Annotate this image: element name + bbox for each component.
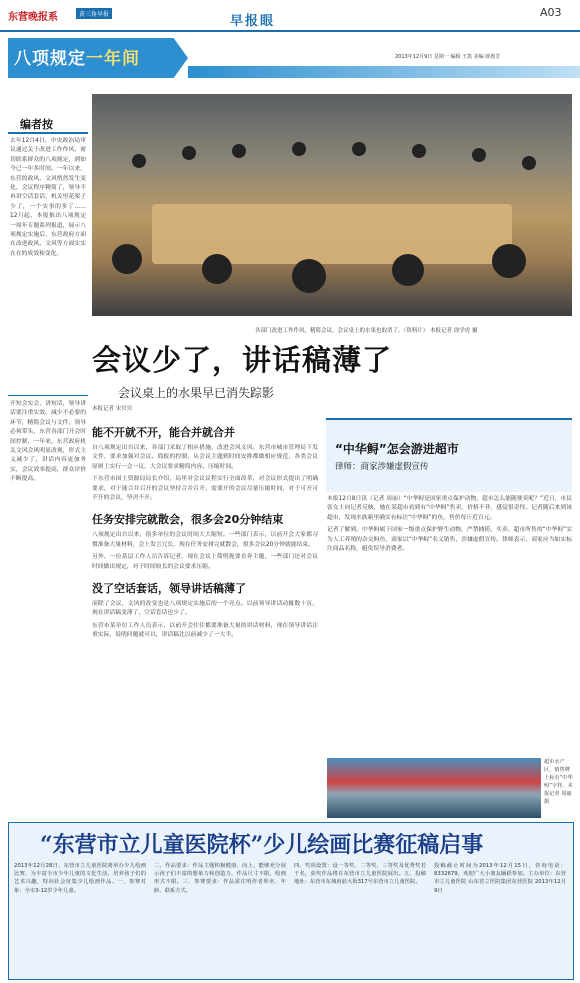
article1-para-2: 下东营市国土资源局局长介绍，局里对会议议程实行全面改革，对会议形式提出了明确要求，对于能合并召开的会议坚持合并召开，需要开的会议尽量压缩时间，对于可开可不开的会议，坚决不开。 — [92, 476, 318, 502]
notice-col-1: 2013年12月28日，东营市立儿童医院将举办少儿绘画比赛，为丰富全市少年儿童的文化生活，培养孩子们的艺术兴趣，特向社会征集少儿绘画作品。一、参赛对象：全市3-12岁少年儿童。 — [14, 863, 146, 894]
article1-para-5: 而除了会议，文风的改变也是八项规定实施后的一个亮点。以前领导讲话动辄数十页，现在讲话稿变薄了，空话套话也少了。 — [92, 601, 318, 617]
article1-heading-2: 任务安排完就散会，很多会20分钟结束 — [92, 513, 284, 527]
date-line: 2013年12月9日 星期一 编辑 王凯 美编 薛惠芳 — [395, 54, 501, 60]
article2-title: “中华鲟”怎会游进超市 — [335, 442, 459, 456]
article1-para-4: 另外，一位基层工作人员告诉记者，现在会议上简明扼要直奔主题，一些部门还对会议时间做出规定，对于时间较长的会议要求压缩。 — [92, 554, 318, 570]
article1-para-1: 自八项规定出台以来，各部门采取了相应措施，改进会风文风。东营市城市管理局下发文件，要求加强对会议、简报的控制，从会议主题到时间安排都做相应规范，各类会议原则上实行一会一议，大会议要求精简内容、压缩时间。 — [92, 445, 318, 470]
article1-heading-1: 能不开就不开，能合并就合并 — [92, 426, 235, 439]
section-title: 早报眼 — [230, 14, 276, 29]
notice-col-4: 投稿截止时间为2013年12月15日，咨询电话：8332679，欢迎广大小朋友踊跃参加。主办单位：东营市立儿童医院 山东省立医院集团东营医院 2013年12月9日 — [434, 863, 566, 894]
article1-byline: 本报记者 宋贝贝 — [92, 406, 133, 412]
notice-col-3: 四、奖项设置：设一等奖、二等奖、三等奖及优秀奖若干名，获奖作品将在东营市立儿童医院展出。五、投稿地址：东营市东城府前大街317号东营市立儿童医院。 — [294, 863, 426, 886]
page-number: A03 — [540, 6, 562, 19]
article2-photo-caption: 超市水产区，销售牌上标有“中华鲟”字样。本报记者 周丽 摄 — [544, 759, 573, 805]
series-title-a: 八项规定 — [14, 49, 86, 69]
notice-col-2: 二、作品要求：作品主题积极健康、向上，能够充分展示孩子们丰富的想象力和创造力，作品尺寸不限，绘画形式不限。三、参赛要求：作品需注明作者姓名、年龄、联系方式。 — [154, 863, 286, 894]
series-title — [14, 44, 140, 69]
article1-heading-3: 没了空话套话，领导讲话稿薄了 — [92, 582, 246, 596]
article2-para-2: 记者了解到，中华鲟属于国家一级重点保护野生动物，严禁捕捞、买卖。超市所售的“中华鲟”实为人工养殖的杂交鲟鱼，商家以“中华鲟”名义销售，涉嫌虚假宣传。律师表示，商家应当如实标注商品名称，避免误导消费者。 — [327, 527, 572, 553]
editor-note-box — [8, 132, 88, 374]
article2-body — [327, 495, 572, 554]
article2-para-1: 本报12月8日讯（记者 周丽）“中华鲟是国家重点保护动物，超市怎么能随便卖呢？”近日，市民张女士向记者反映，她在某超市看到有“中华鲟”售卖，价格不菲，感觉很奇怪。记者随后来到该超市，发现水族箱里确实有标注“中华鲟”的鱼，售价每斤近百元。 — [327, 496, 572, 521]
article1-title: 会议少了，讲话稿薄了 — [92, 343, 393, 377]
meeting-photo — [92, 94, 572, 316]
meeting-table — [152, 204, 512, 264]
supermarket-photo — [327, 758, 541, 818]
editor-note-heading: 编者按 — [20, 118, 53, 131]
left-column-text: 开短会实会，讲短话，领导讲话要注重实效，减少不必要的环节，精简会议与文件，领导必须带头，东营各部门开会时间控制，一年来，东营政府机关文风会风明显改观，形式主义减少了，讲话内容更加务实，会议效率提高，群众评价不断提高。 — [10, 401, 86, 483]
series-title-b: 一年间 — [86, 49, 140, 69]
article1-para-6: 东营市某单位工作人员表示，以前开会往往都要准备大量的讲话材料，现在领导讲话注重实际，说明问题就可以，讲话稿比以前减少了一大半。 — [92, 622, 318, 639]
article2-subtitle: 律师：商家涉嫌虚假宣传 — [335, 462, 429, 472]
banner-ribbon — [188, 66, 580, 78]
article1-para-3: 八项规定出台以来，很多单位的会议时间大大缩短。一些部门表示，以前开会大家都习惯准备大量材料，会上发言冗长，现在任务安排完就散会，很多会议20分钟就能结束。 — [92, 532, 318, 548]
editor-note-text: 去年12月4日，中央政治局审议通过关于改进工作作风、密切联系群众的八项规定，到如今已一年多时间。一年以来，东营的政风、文风悄然发生变化，会议程序精简了，领导不再讲空话套话，机关里花架子少了，一个实事的多了……12月起，本报推出八项规定一周年专题系列报道，展示八项规定实施后，东营政府方面在改进政风、文风等方面实实在在的成效和变化。 — [10, 138, 86, 257]
photo-caption: 各部门改进工作作风，精简会议，会议桌上的水果也取消了。（资料片） 本报记者 徐学虎 摄 — [255, 328, 478, 334]
article1-subtitle: 会议桌上的水果早已消失踪影 — [118, 386, 275, 400]
article1-body — [92, 418, 318, 641]
brand-tag: 黄三角早报 — [76, 8, 112, 19]
notice-body — [14, 862, 566, 974]
notice-title: “东营市立儿童医院杯”少儿绘画比赛征稿启事 — [40, 832, 484, 858]
newspaper-brand: 东营晚报系 — [8, 12, 58, 23]
